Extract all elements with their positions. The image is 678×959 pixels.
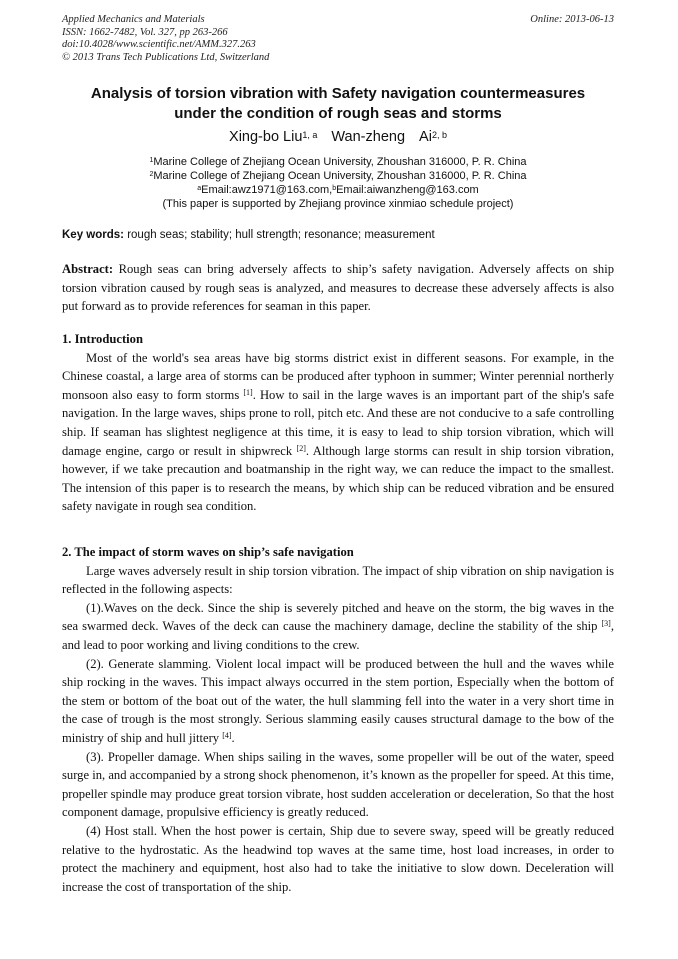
- section-impact: [62, 543, 614, 896]
- email-a-mark: a: [197, 185, 202, 192]
- affiliation-1-mark: 1: [149, 157, 154, 164]
- section-1-paragraph: [62, 349, 614, 516]
- author-list: [62, 128, 614, 146]
- citation-4: [4]: [222, 730, 232, 740]
- journal-header: [62, 14, 269, 64]
- section-2-item-3: (3). Propeller damage. When ships sailing in the waves, some propeller will be out of the water, speed surge in, and accompanied by a strong shock phenomenon, it’s known as the propeller for speed. At this time, propeller spindle may produce great torsion vibrate, host sudden acceleration or deceleration, So that the host component damage, propulsive efficiency is greatly reduced.: [62, 749, 614, 820]
- section-introduction: [62, 330, 614, 516]
- paper-title: [62, 84, 614, 124]
- author-1-name: Xing-bo Liu: [229, 129, 303, 145]
- email-b: Email:aiwanzheng@163.com: [336, 184, 479, 196]
- author-2-name-surname: Ai: [419, 129, 432, 145]
- para-text: , and lead to poor working and living conditions to the crew.: [62, 619, 614, 652]
- title-line-1: Analysis of torsion vibration with Safety navigation countermeasures: [90, 85, 586, 102]
- affiliation-2-mark: 2: [149, 171, 154, 178]
- para-text: Most of the world's sea areas have big storms district exist in different seasons. For example, in the Chinese coastal, a large area of storms can be produced after typhoon in summer; Winter perennial northerly monsoon also easy to form storms: [62, 350, 614, 402]
- author-2-name: Wan-zheng: [331, 129, 406, 145]
- affiliations: [62, 155, 614, 211]
- keywords-text: rough seas; stability; hull strength; resonance; measurement: [124, 229, 435, 241]
- keywords-label: Key words:: [62, 229, 124, 241]
- email-b-mark: b: [332, 185, 337, 192]
- abstract-label: Abstract:: [62, 262, 114, 276]
- affiliation-2: [62, 169, 614, 183]
- citation-1: [1]: [243, 387, 253, 397]
- para-text: (1).Waves on the deck. Since the ship is severely pitched and heave on the storm, the big waves in the sea swarmed deck. Waves of the deck can cause the machinery damage, decline the stability of the ship: [62, 600, 614, 634]
- citation-3: [3]: [601, 619, 611, 629]
- doi-line: doi:10.4028/www.scientific.net/AMM.327.263: [62, 39, 256, 50]
- email-line: [62, 183, 614, 197]
- abstract-text: Rough seas can bring adversely affects to ship’s safety navigation. Adversely affects on ship torsion vibration caused by rough seas is analyzed, and measures to decrease these adversely affects is also put forward as to provide references for seaman in this paper.: [62, 262, 614, 314]
- affiliation-1-text: Marine College of Zhejiang Ocean University, Zhoushan 316000, P. R. China: [153, 156, 527, 168]
- journal-name: Applied Mechanics and Materials: [62, 14, 205, 25]
- issn-line: ISSN: 1662-7482, Vol. 327, pp 263-266: [62, 26, 228, 38]
- section-1-heading: 1. Introduction: [62, 332, 143, 346]
- author-2-affil-mark: 2, b: [431, 130, 447, 140]
- section-2-heading: 2. The impact of storm waves on ship’s safe navigation: [62, 545, 354, 559]
- title-line-2: under the condition of rough seas and storms: [174, 105, 502, 122]
- section-2-item-4: (4) Host stall. When the host power is certain, Ship due to severe sway, speed will be greatly reduced relative to the hydrostatic. As the headwind top waves at the same time, host load increases, in order to protect the machinery and equipment, host also had to take the initiative to slow down. Deceleration will increase the cost of transportation of the ship.: [62, 823, 614, 894]
- copyright-line: © 2013 Trans Tech Publications Ltd, Switzerland: [62, 51, 270, 63]
- abstract: [62, 260, 614, 316]
- para-text: . How to sail in the large waves is an important part of the ship's safe navigation. In the large waves, ships prone to roll, pitch etc. And these are not conducive to a safe controlling ship. If seaman has slightest negligence at this time, it is easy to lead to ship torsion vibration, which will damage engine, cargo or result in shipwreck: [62, 387, 614, 458]
- online-date: Online: 2013-06-13: [530, 14, 614, 25]
- section-2-intro: Large waves adversely result in ship torsion vibration. The impact of ship vibration on ship navigation is reflected in the following aspects:: [62, 563, 614, 597]
- para-text: .: [231, 730, 235, 745]
- section-2-item-2: [62, 655, 614, 748]
- author-1-affil-mark: 1, a: [302, 130, 318, 140]
- affiliation-2-text: Marine College of Zhejiang Ocean University, Zhoushan 316000, P. R. China: [153, 170, 527, 182]
- citation-2: [2]: [296, 443, 306, 453]
- keywords: [62, 228, 614, 242]
- email-a: Email:awz1971@163.com,: [201, 184, 333, 196]
- affiliation-1: [62, 155, 614, 169]
- funding-note: (This paper is supported by Zhejiang province xinmiao schedule project): [162, 198, 514, 210]
- para-text: (2). Generate slamming. Violent local impact will be produced between the hull and the waves while ship rocking in the waves. This impact always occurred in the stem portion, Especially when the bottom of the stem or bottom of the boat out of the water, the hull slamming fell into the water in a very short time in the case of trough is the most strongly. Serious slamming easily causes structural damage to the bow of the ministry of ship and hull jittery: [62, 656, 614, 745]
- section-2-item-1: [62, 599, 614, 655]
- para-text: . Although large storms can result in ship torsion vibration, however, if we take precaution and boatmanship in the right way, we can reduce the impact to the smallest. The intension of this paper is to research the means, by which ship can be reduced vibration and be ensured safety navigate in rough sea condition.: [62, 443, 614, 514]
